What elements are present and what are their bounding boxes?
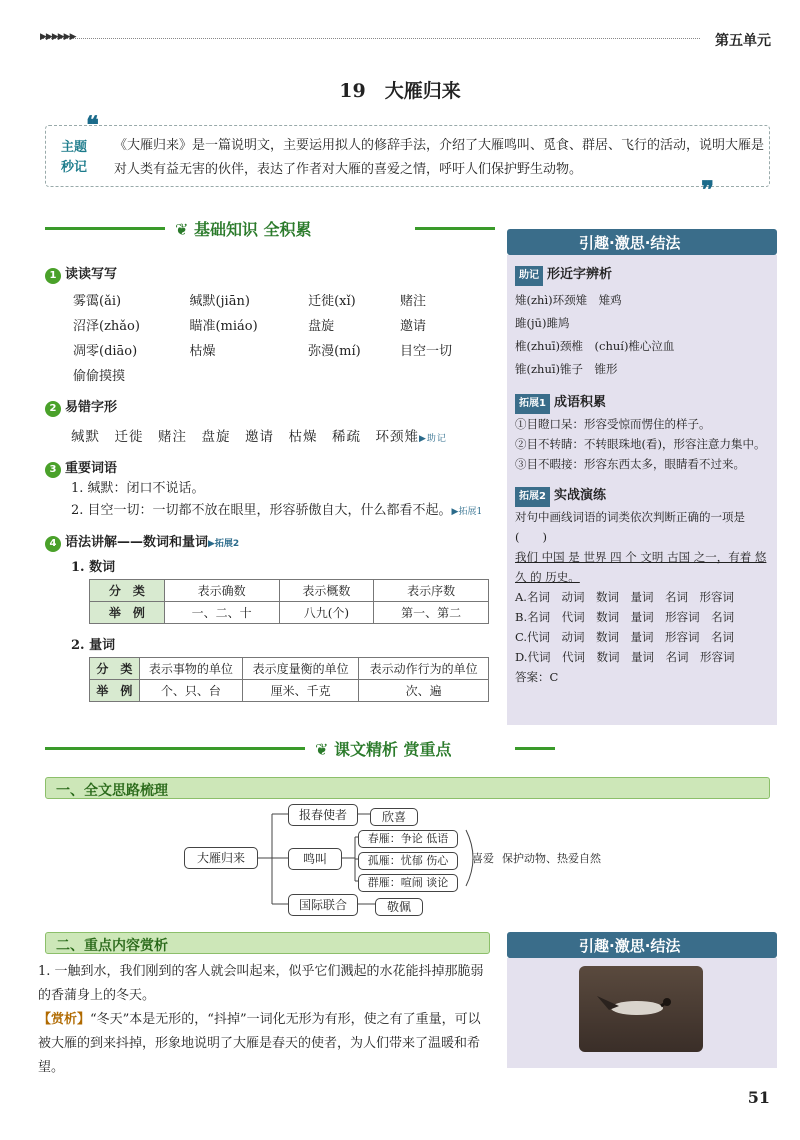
map-node: 敬佩 — [375, 898, 423, 916]
side-panel-2 — [507, 958, 777, 1068]
numeral-table: 分 类 表示确数 表示概数 表示序数 举 例 一、二、十 八九(个) 第一、第二 — [89, 579, 489, 624]
help-line: 椎(zhuī)颈椎 (chuí)椎心泣血 — [515, 339, 675, 353]
map-node: 报春使者 — [288, 804, 358, 826]
page-header — [0, 30, 800, 54]
map-node: 欣喜 — [370, 808, 418, 826]
map-root: 大雁归来 — [184, 847, 258, 869]
side-panel — [507, 255, 780, 725]
help-line: 锥(zhuī)锥子 锥形 — [515, 362, 618, 376]
quote-open-icon: ❝ — [86, 110, 99, 139]
side-panel-header: 引趣·激思·结法 — [507, 229, 777, 255]
option: B.名词 代词 数词 量词 形容词 名词 — [515, 610, 735, 624]
classifier-table: 分 类 表示事物的单位 表示度量衡的单位 表示动作行为的单位 举 例 个、只、台 厘米、千克 次、遍 — [89, 657, 489, 702]
idiom-line: ①目瞪口呆：形容受惊而愣住的样子。 — [515, 417, 711, 431]
map-node: 春雁：争论 低语 — [358, 830, 458, 848]
map-label: 喜爱 — [472, 852, 494, 865]
error-words: 缄默 迁徙 赌注 盘旋 邀请 枯燥 稀疏 环颈雉▶助记 — [71, 429, 447, 445]
page-number: 51 — [747, 1088, 770, 1107]
mind-map — [180, 800, 660, 920]
grammar-sub1: 1. 数词 — [71, 560, 116, 575]
ext2-heading: 拓展2 实战演练 — [515, 486, 771, 507]
help-heading: 助记 形近字辨析 — [515, 265, 771, 286]
help-line: 雎(jū)雎鸠 — [515, 316, 570, 330]
side-panel-header-2: 引趣·激思·结法 — [507, 932, 777, 958]
goose-photo — [579, 966, 703, 1052]
analysis-text: 【赏析】“冬天”本是无形的，“抖掉”一词化无形为有形，使之有了重量，可以被大雁的到来抖掉，形象地说明了大雁是春天的使者，为人们带来了温暖和希望。 — [38, 1012, 481, 1075]
errors-heading: 2 易错字形 — [45, 396, 495, 417]
summary-label: 主题 秒记 — [60, 140, 87, 175]
idiom-line: ③目不暇接：形容东西太多，眼睛看不过来。 — [515, 457, 745, 471]
appreciation-block — [38, 960, 493, 1080]
section-title: ❦ 基础知识 全积累 — [175, 220, 312, 239]
map-node: 孤雁：忧郁 伤心 — [358, 852, 458, 870]
ext1-heading: 拓展1 成语积累 — [515, 393, 771, 414]
section-banner-basics — [45, 215, 495, 241]
theme-summary — [45, 110, 770, 204]
map-label: 保护动物、热爱自然 — [502, 852, 601, 865]
unit-label: 第五单元 — [715, 33, 771, 49]
answer: 答案：C — [515, 670, 559, 684]
help-line: 雉(zhì)环颈雉 雉鸡 — [515, 293, 622, 307]
header-rule — [40, 38, 700, 39]
grammar-heading: 4 语法讲解——数词和量词▶拓展2 — [45, 531, 495, 552]
summary-text: 《大雁归来》是一篇说明文，主要运用拟人的修辞手法，介绍了大雁鸣叫、觅食、群居、飞行的活动，说明大雁是对人类有益无害的伙伴，表达了作者对大雁的喜爱之情，呼吁人们保护野生动物。 — [114, 138, 765, 177]
read-heading: 1 读读写写 — [45, 263, 495, 284]
map-node: 鸣叫 — [288, 848, 342, 870]
goose-image — [579, 966, 703, 1052]
idiom-line: ②目不转睛：不转眼珠地(看)，形容注意力集中。 — [515, 437, 766, 451]
map-node: 群雁：喧闹 谈论 — [358, 874, 458, 892]
section-banner-analysis — [45, 735, 770, 761]
key-content-bar: 二、重点内容赏析 — [45, 932, 490, 954]
vocab-item: 1. 缄默：闭口不说话。 — [71, 481, 205, 496]
outline-bar: 一、全文思路梳理 — [45, 777, 770, 799]
word-table: 雾霭(ǎi) 缄默(jiān) 迁徙(xǐ) 赌注 沼泽(zhǎo) 瞄准(miáo) 盘旋 邀请 凋零(diāo) 枯燥 弥漫(mí) 目空一切 偷偷摸摸 — [73, 294, 453, 384]
option: A.名词 动词 数词 量词 名词 形容词 — [515, 590, 734, 604]
exercise-question: 对句中画线词语的词类依次判断正确的一项是 ( ) — [515, 510, 780, 544]
vocab-heading: 3 重要词语 — [45, 457, 495, 478]
option: D.代词 代词 数词 量词 名词 形容词 — [515, 650, 735, 664]
option: C.代词 动词 数词 量词 形容词 名词 — [515, 630, 735, 644]
quote-close-icon: ❞ — [701, 175, 714, 204]
leaf-icon: ❦ — [315, 740, 329, 759]
header-arrows: ▶▶▶▶▶▶ — [40, 32, 76, 42]
section-title: ❦ 课文精析 赏重点 — [315, 740, 452, 759]
exercise-sentence: 我们 中国 是 世界 四 个 文明 古国 之一，有着 悠久 的 历史。 — [515, 550, 767, 584]
grammar-sub2: 2. 量词 — [71, 638, 116, 653]
basics-content — [45, 263, 495, 702]
vocab-item: 2. 目空一切：一切都不放在眼里，形容骄傲自大，什么都看不起。▶拓展1 — [71, 503, 483, 518]
map-node: 国际联合 — [288, 894, 358, 916]
lesson-title: 19 大雁归来 — [339, 80, 461, 102]
leaf-icon: ❦ — [175, 220, 189, 239]
quote-item: 1. 一触到水，我们刚到的客人就会叫起来，似乎它们溅起的水花能抖掉那脆弱的香蒲身上的冬天。 — [38, 964, 484, 1003]
